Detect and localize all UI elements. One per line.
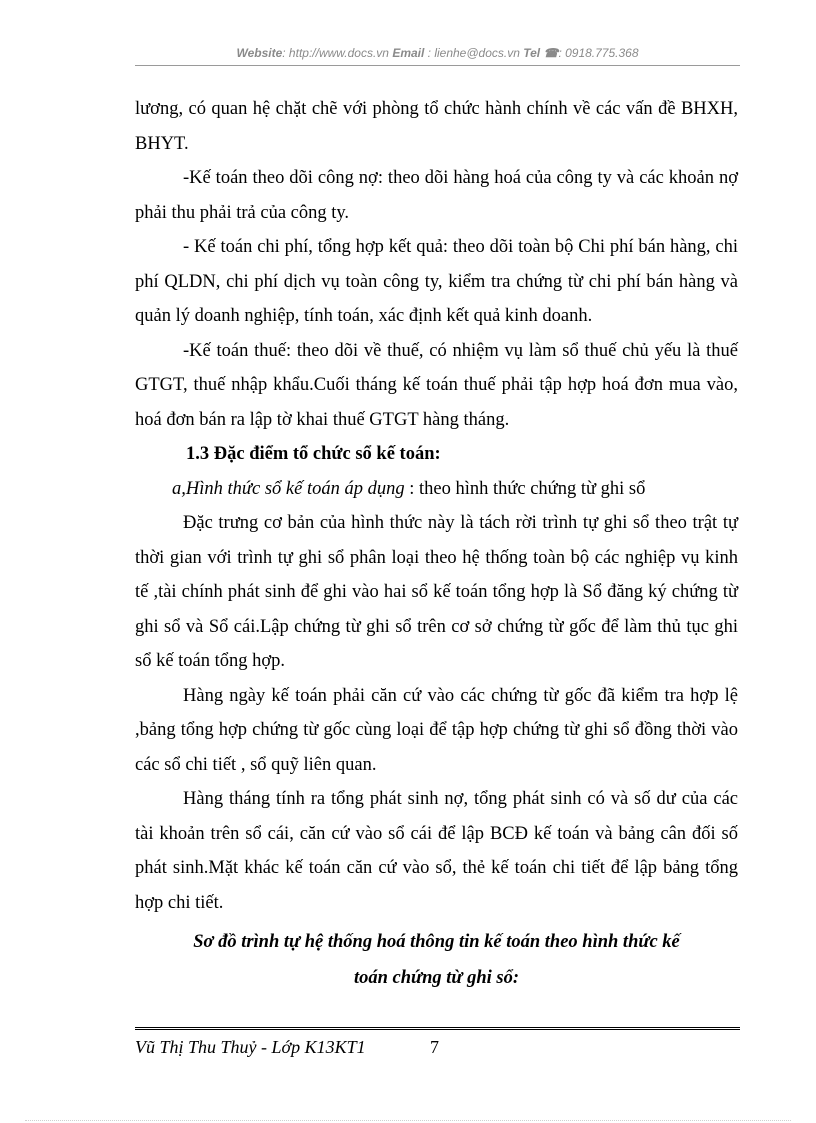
page-number: 7 xyxy=(430,1037,439,1057)
email-value[interactable]: : lienhe@docs.vn xyxy=(424,46,524,60)
phone-icon: ☎ xyxy=(543,46,559,60)
tel-label: Tel xyxy=(523,46,541,60)
diagram-title-line1: Sơ đồ trình tự hệ thống hoá thông tin kế toán theo hình thức kế xyxy=(193,932,680,952)
section-heading: 1.3 Đặc điểm tổ chức sổ kế toán: xyxy=(186,444,441,464)
paragraph-continuation: lương, có quan hệ chặt chẽ với phòng tổ chức hành chính về các vấn đề BHXH, BHYT. xyxy=(135,99,738,154)
diagram-title-line2: toán chứng từ ghi sổ: xyxy=(353,968,520,988)
subsection-text: : theo hình thức chứng từ ghi sổ xyxy=(404,478,646,499)
header-divider xyxy=(135,65,740,66)
page-header xyxy=(135,46,740,60)
paragraph-monthly: Hàng tháng tính ra tổng phát sinh nợ, tổng phát sinh có và số dư của các tài khoản trên sổ cái, căn cứ vào sổ cái để lập BCĐ kế toán và bảng cân đối số phát sinh.Mặt khác kế toán căn cứ vào sổ, thẻ kế toán chi tiết để lập bảng tổng hợp chi tiết. xyxy=(135,789,738,913)
paragraph-cost-accountant: - Kế toán chi phí, tổng hợp kết quả: theo dõi toàn bộ Chi phí bán hàng, chi phí QLDN, chi phí dịch vụ toàn công ty, kiểm tra chứng từ chi phí bán hàng và quản lý doanh nghiệp, tính toán, xác định kết quả kinh doanh. xyxy=(135,237,738,326)
website-label: Website xyxy=(236,46,283,60)
paragraph-daily: Hàng ngày kế toán phải căn cứ vào các chứng từ gốc đã kiểm tra hợp lệ ,bảng tổng hợp chứng từ gốc cùng loại để tập hợp chứng từ ghi sổ đồng thời vào các sổ chi tiết , sổ quỹ liên quan. xyxy=(135,685,738,775)
document-body xyxy=(135,92,738,996)
page-bottom-edge xyxy=(25,1120,791,1121)
website-value[interactable]: : http://www.docs.vn xyxy=(282,46,393,60)
footer-author: Vũ Thị Thu Thuỷ - Lớp K13KT1 xyxy=(135,1037,366,1057)
subsection-heading xyxy=(135,472,738,507)
tel-value: : 0918.775.368 xyxy=(558,46,639,60)
paragraph-tax-accountant: -Kế toán thuế: theo dõi về thuế, có nhiệm vụ làm sổ thuế chủ yếu là thuế GTGT, thuế nhập khẩu.Cuối tháng kế toán thuế phải tập hợp hoá đơn mua vào, hoá đơn bán ra lập tờ khai thuế GTGT hàng tháng. xyxy=(135,340,738,430)
subsection-label: a,Hình thức sổ kế toán áp dụng xyxy=(172,478,405,499)
footer-divider xyxy=(135,1027,740,1032)
paragraph-debt-accountant: -Kế toán theo dõi công nợ: theo dõi hàng hoá của công ty và các khoản nợ phải thu phải trả của công ty. xyxy=(135,168,738,223)
diagram-title xyxy=(135,924,738,996)
email-label: Email xyxy=(392,46,425,60)
paragraph-characteristics: Đặc trưng cơ bản của hình thức này là tách rời trình tự ghi sổ theo trật tự thời gian với trình tự ghi sổ phân loại theo hệ thống toàn bộ các nghiệp vụ kinh tế ,tài chính phát sinh để ghi vào hai sổ kế toán tổng hợp là Sổ đăng ký chứng từ ghi sổ và Sổ cái.Lập chứng từ ghi sổ trên cơ sở chứng từ gốc để làm thủ tục ghi sổ kế toán tổng hợp. xyxy=(135,513,738,671)
